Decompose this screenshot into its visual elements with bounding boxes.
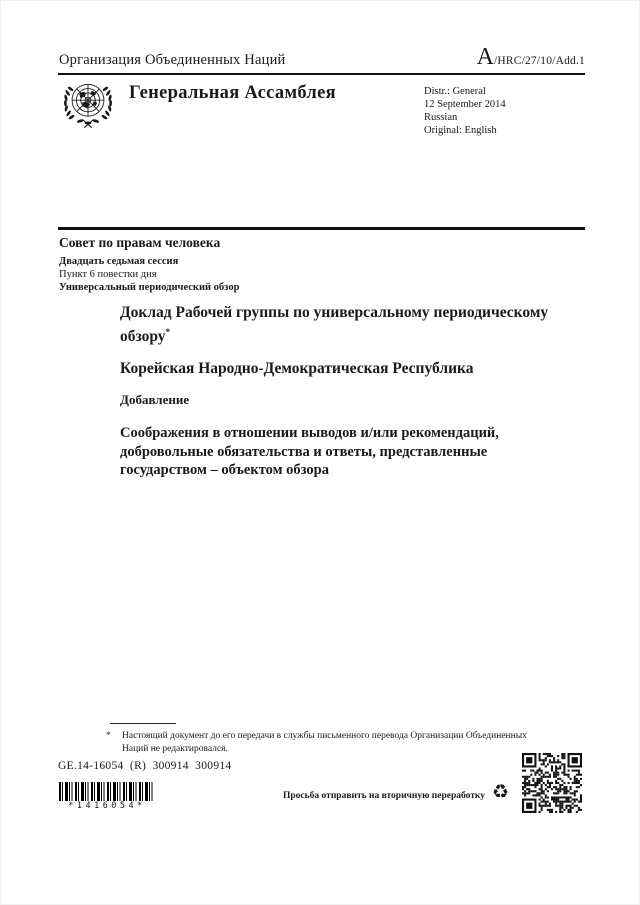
section-rule <box>58 227 585 230</box>
qr-code <box>522 753 582 813</box>
barcode-label: *1416054* <box>68 801 146 811</box>
country-title: Корейская Народно-Демократическая Республика <box>120 360 474 377</box>
footnote-marker: * <box>106 731 111 741</box>
recycle-text: Просьба отправить на вторичную переработку <box>283 791 485 801</box>
distr-line: Distr.: General <box>424 86 486 97</box>
council-heading: Совет по правам человека <box>59 235 221 250</box>
ge-number: GE.14-16054 (R) 300914 300914 <box>58 760 232 772</box>
session-number: Двадцать седьмая сессия <box>59 256 179 267</box>
recycle-icon: ♻ <box>492 781 510 803</box>
report-title <box>120 304 554 346</box>
un-emblem-icon <box>59 78 117 140</box>
distr-line: Original: English <box>424 124 497 136</box>
addendum-heading: Добавление <box>120 392 190 407</box>
org-name: Организация Объединенных Наций <box>59 52 286 68</box>
distr-line: 12 September 2014 <box>424 98 506 110</box>
report-title-text: Доклад Рабочей группы по универсальному периодическому обзору <box>120 304 549 345</box>
assembly-title: Генеральная Ассамблея <box>129 83 336 103</box>
session-block <box>59 235 239 294</box>
title-footnote-marker: * <box>165 326 171 337</box>
doc-symbol-letter: A <box>476 44 494 70</box>
agenda-item: Пункт 6 повестки дня <box>59 269 157 280</box>
distr-line: Russian <box>424 111 458 123</box>
upr-topic: Универсальный периодический обзор <box>59 282 240 293</box>
distr-block <box>424 86 506 138</box>
barcode <box>59 782 155 801</box>
doc-symbol <box>477 45 585 69</box>
report-subtitle: Соображения в отношении выводов и/или рекомендаций, добровольные обязательства и ответы, представленные государством – объектом обзора <box>120 425 499 478</box>
footnote-rule <box>110 723 176 724</box>
header-rule <box>58 73 585 75</box>
footnote <box>106 730 530 755</box>
footnote-text: Настоящий документ до его передачи в службы письменного перевода Организации Объединенных Наций не редактировался. <box>122 731 527 754</box>
doc-symbol-rest: /HRC/27/10/Add.1 <box>493 55 585 67</box>
